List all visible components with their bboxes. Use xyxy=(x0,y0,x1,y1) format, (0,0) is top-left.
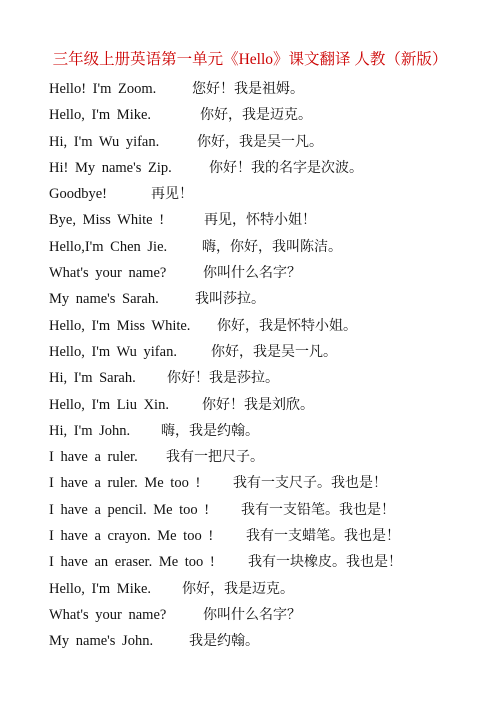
chinese-text: 再见！ xyxy=(151,186,193,203)
translation-line xyxy=(49,549,494,575)
chinese-text: 你好，我是迈克。 xyxy=(182,580,294,597)
chinese-text: 我有一支铅笔。我也是！ xyxy=(241,501,395,518)
english-text: What's your name? xyxy=(49,606,167,623)
english-text: My name's John. xyxy=(49,633,154,650)
translation-line xyxy=(49,418,494,444)
translation-line xyxy=(49,444,494,470)
chinese-text: 你好！我是刘欣。 xyxy=(202,396,314,413)
translation-list xyxy=(49,76,494,655)
english-text: I have an eraser. Me too ! xyxy=(49,554,215,571)
chinese-text: 我有一支尺子。我也是！ xyxy=(233,475,387,492)
chinese-text: 你好，我是吴一凡。 xyxy=(211,343,337,360)
translation-line xyxy=(49,339,494,365)
translation-line xyxy=(49,576,494,602)
translation-line xyxy=(49,129,494,155)
english-text: Goodbye! xyxy=(49,186,107,203)
translation-line xyxy=(49,207,494,233)
document-title: 三年级上册英语第一单元《Hello》课文翻译 人教（新版） xyxy=(52,51,448,68)
chinese-text: 您好！我是祖姆。 xyxy=(192,81,304,97)
english-text: Hello,I'm Chen Jie. xyxy=(49,238,168,255)
english-text: Hello, I'm Liu Xin. xyxy=(49,396,169,413)
chinese-text: 我有一支蜡笔。我也是！ xyxy=(246,528,400,545)
english-text: Hello, I'm Wu yifan. xyxy=(49,343,177,360)
translation-line xyxy=(49,365,494,391)
chinese-text: 我有一块橡皮。我也是！ xyxy=(248,554,402,571)
english-text: I have a pencil. Me too ! xyxy=(49,501,210,518)
english-text: Hello! I'm Zoom. xyxy=(49,81,157,97)
english-text: Bye, Miss White ! xyxy=(49,212,165,229)
english-text: Hello, I'm Miss White. xyxy=(49,317,191,334)
english-text: Hi! My name's Zip. xyxy=(49,159,172,176)
chinese-text: 嗨，你好，我叫陈洁。 xyxy=(202,238,342,255)
translation-line xyxy=(49,313,494,339)
chinese-text: 你好！我的名字是次波。 xyxy=(209,159,363,176)
translation-line xyxy=(49,470,494,496)
translation-line xyxy=(49,260,494,286)
chinese-text: 我有一把尺子。 xyxy=(166,449,264,466)
english-text: I have a ruler. xyxy=(49,449,138,466)
translation-line xyxy=(49,102,494,128)
translation-line xyxy=(49,392,494,418)
translation-line xyxy=(49,76,494,102)
translation-line xyxy=(49,286,494,312)
chinese-text: 你好，我是迈克。 xyxy=(200,107,312,124)
english-text: Hello, I'm Mike. xyxy=(49,107,152,124)
translation-line xyxy=(49,155,494,181)
english-text: My name's Sarah. xyxy=(49,291,159,308)
translation-line xyxy=(49,602,494,628)
chinese-text: 你好！我是莎拉。 xyxy=(167,370,279,387)
english-text: Hello, I'm Mike. xyxy=(49,580,152,597)
chinese-text: 再见，怀特小姐！ xyxy=(204,212,316,229)
translation-line xyxy=(49,628,494,654)
english-text: Hi, I'm Sarah. xyxy=(49,370,136,387)
english-text: I have a ruler. Me too ! xyxy=(49,475,201,492)
chinese-text: 我是约翰。 xyxy=(189,633,259,650)
translation-line xyxy=(49,181,494,207)
chinese-text: 你叫什么名字？ xyxy=(203,265,301,282)
translation-line xyxy=(49,497,494,523)
english-text: What's your name? xyxy=(49,265,167,282)
chinese-text: 我叫莎拉。 xyxy=(195,291,265,308)
chinese-text: 你好，我是怀特小姐。 xyxy=(217,317,357,334)
chinese-text: 你好，我是吴一凡。 xyxy=(197,133,323,150)
english-text: I have a crayon. Me too ! xyxy=(49,528,214,545)
translation-line xyxy=(49,523,494,549)
translation-line xyxy=(49,234,494,260)
chinese-text: 你叫什么名字？ xyxy=(203,606,301,623)
chinese-text: 嗨，我是约翰。 xyxy=(161,422,259,439)
english-text: Hi, I'm Wu yifan. xyxy=(49,133,160,150)
english-text: Hi, I'm John. xyxy=(49,422,131,439)
